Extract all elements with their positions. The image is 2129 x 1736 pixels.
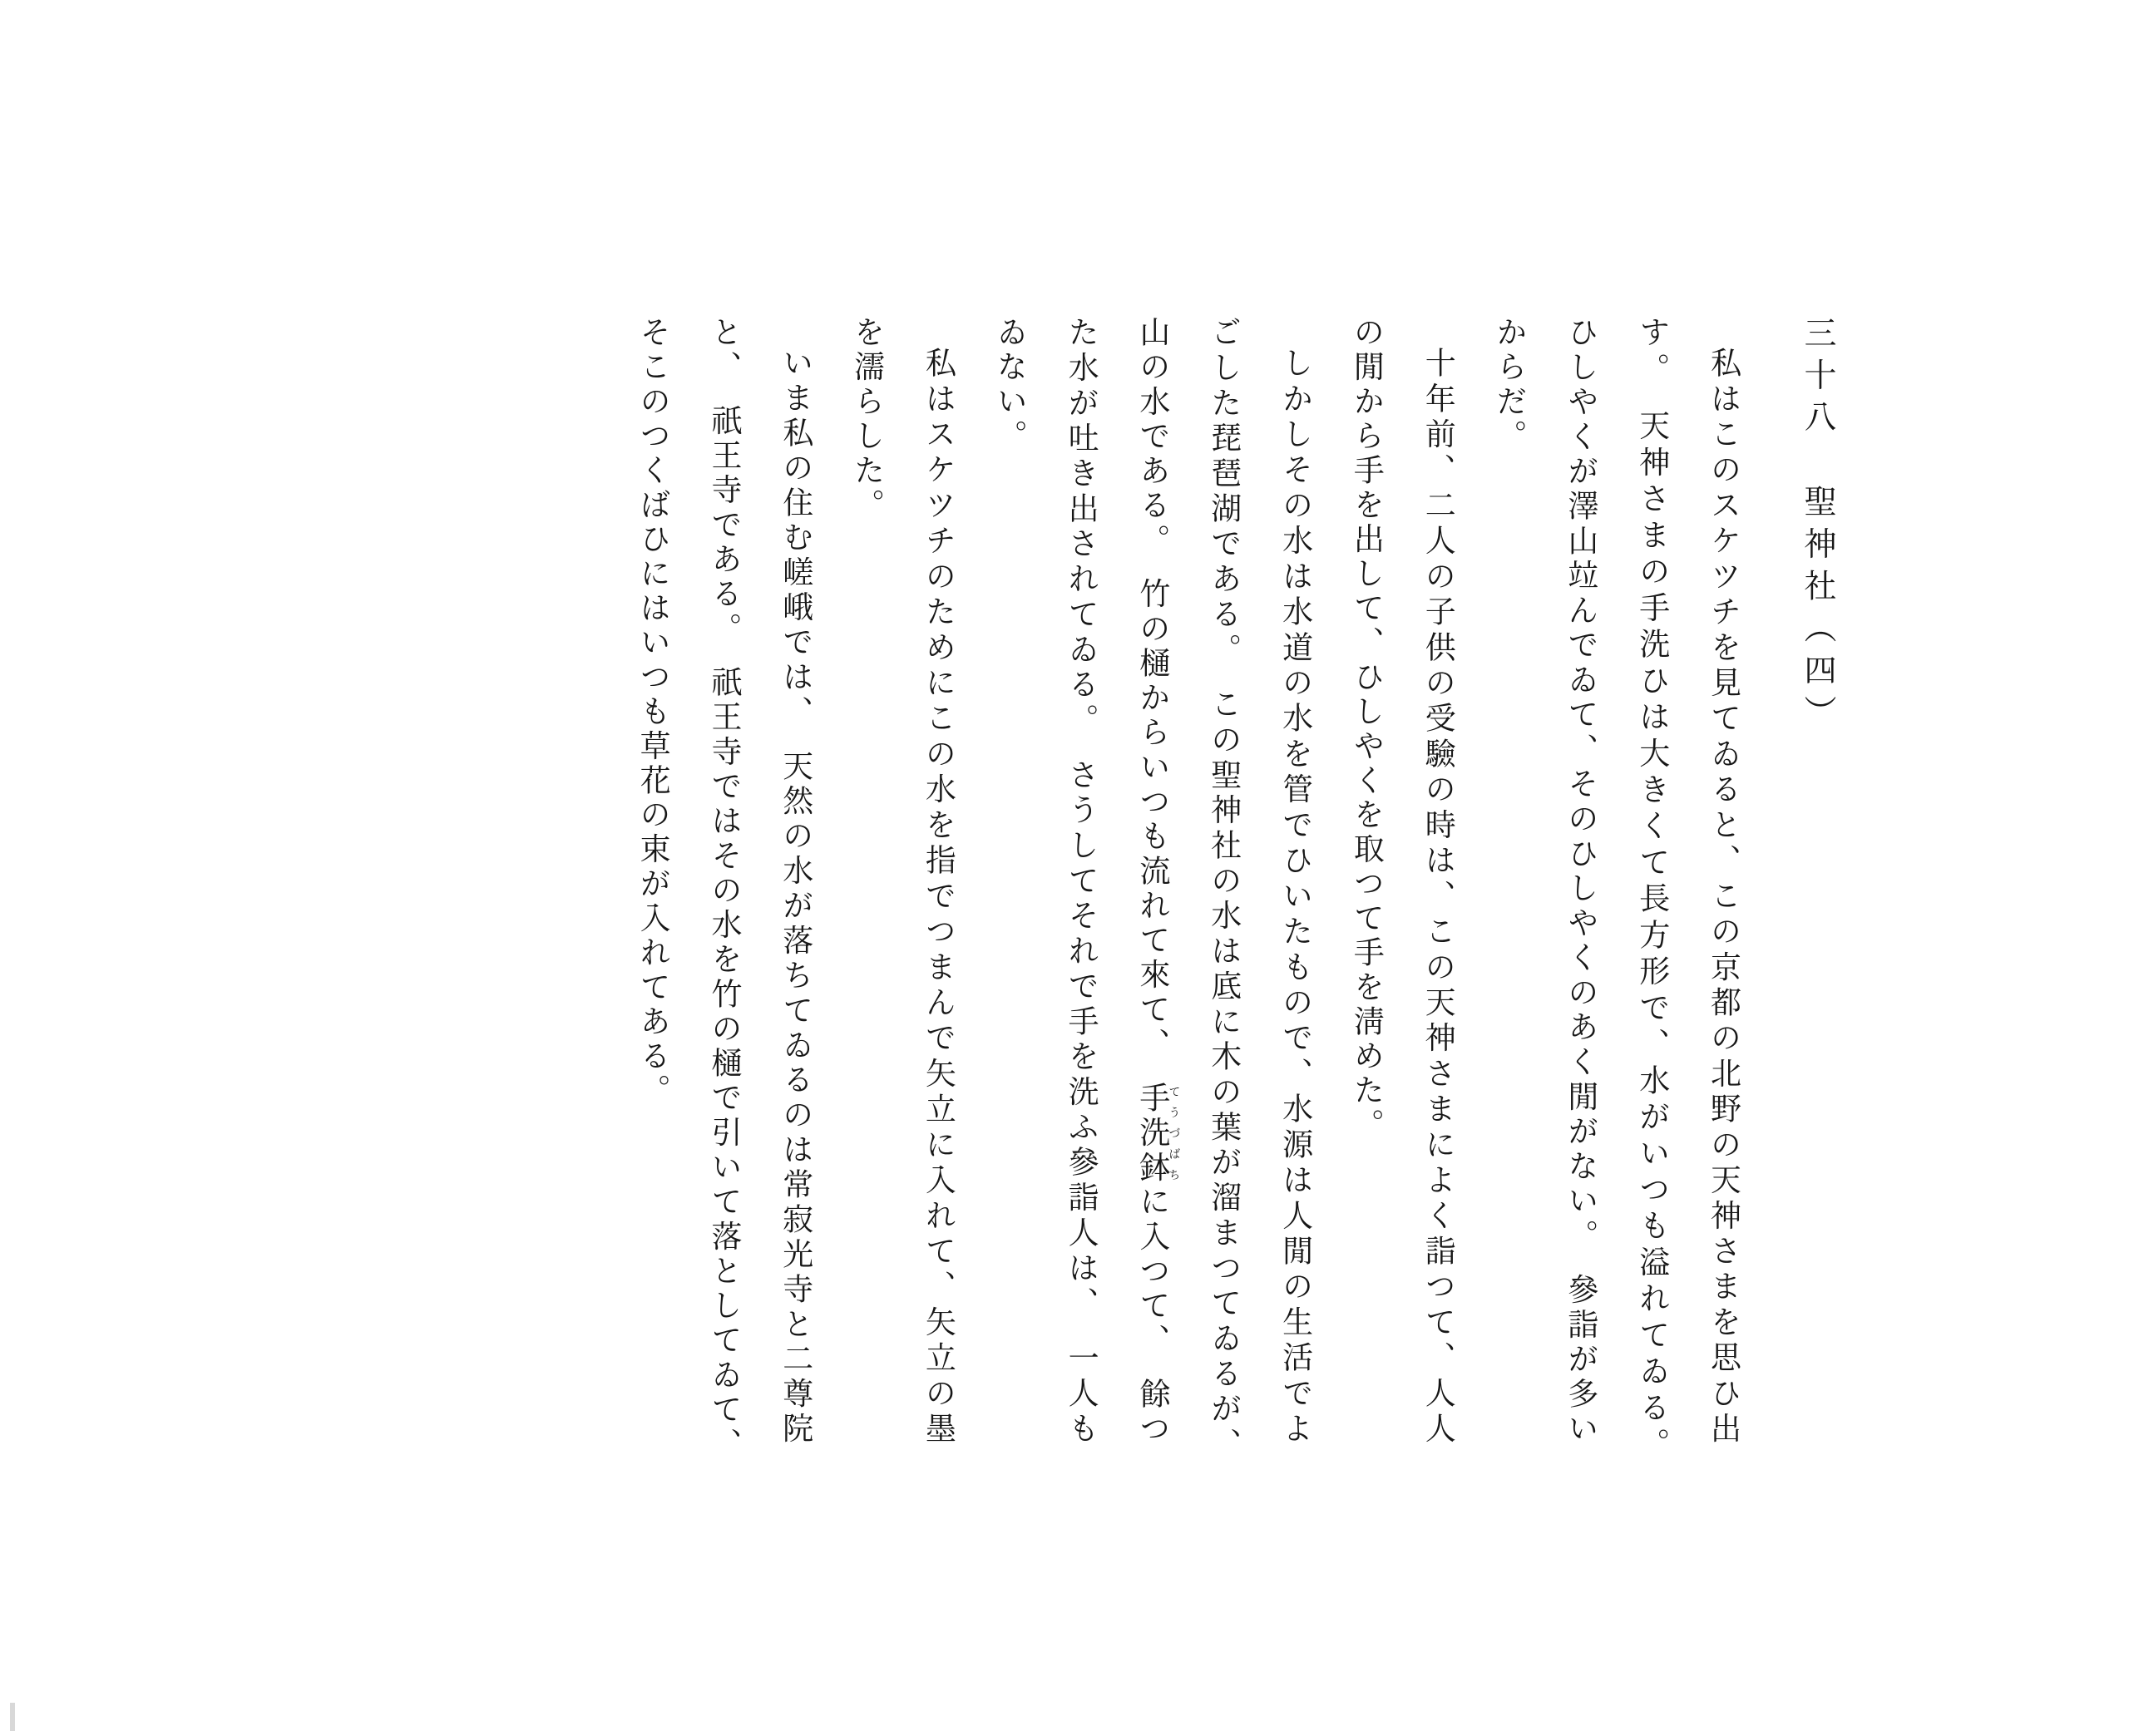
paragraph-4: 私はスケツチのためにこの水を指でつまんで矢立に入れて、矢立の墨を濡らした。 [848,316,955,1447]
vertical-text-body [615,316,1855,1482]
section-heading: 三十八 聖神社（四） [1800,316,1835,737]
ruby-reading: てうづばち [1167,1081,1181,1186]
ruby-base: 手洗鉢 [1134,1081,1168,1186]
scan-edge-artifact [10,1703,15,1731]
ruby-annotation [1134,1081,1181,1186]
paragraph-2: 十年前、二人の子供の受驗の時は、この天神さまによく詣つて、人人の閒から手を出して、ひしやくを取つて手を淸めた。 [1348,316,1455,1447]
paragraph-5: いま私の住む嵯峨では、 天然の水が落ちてゐるのは常寂光寺と二尊院と、 祇王寺である。 祇王寺ではその水を竹の樋で引いて落としてゐて、 そこのつくばひにはいつも草花の束が入れてある。 [635,316,812,1482]
paragraph-1: 私はこのスケツチを見てゐると、この京都の北野の天神さまを思ひ出す。 天神さまの手洗ひは大きくて長方形で、水がいつも溢れてゐる。 ひしやくが澤山竝んでゐて、そのひしやくのあく閒がない。 參詣が多いからだ。 [1491,316,1740,1482]
paragraph-3: しかしその水は水道の水を管でひいたもので、水源は人閒の生活でよごした琵琶湖である。 この聖神社の水は底に木の葉が溜まつてゐるが、 山の水である。 竹の樋からいつも流れて來て、 手洗鉢てうづばちに入つて、 餘つた水が吐き出されてゐる。 さうしてそれで手を洗ふ參詣人は、 一人もゐない。 [991,316,1311,1482]
